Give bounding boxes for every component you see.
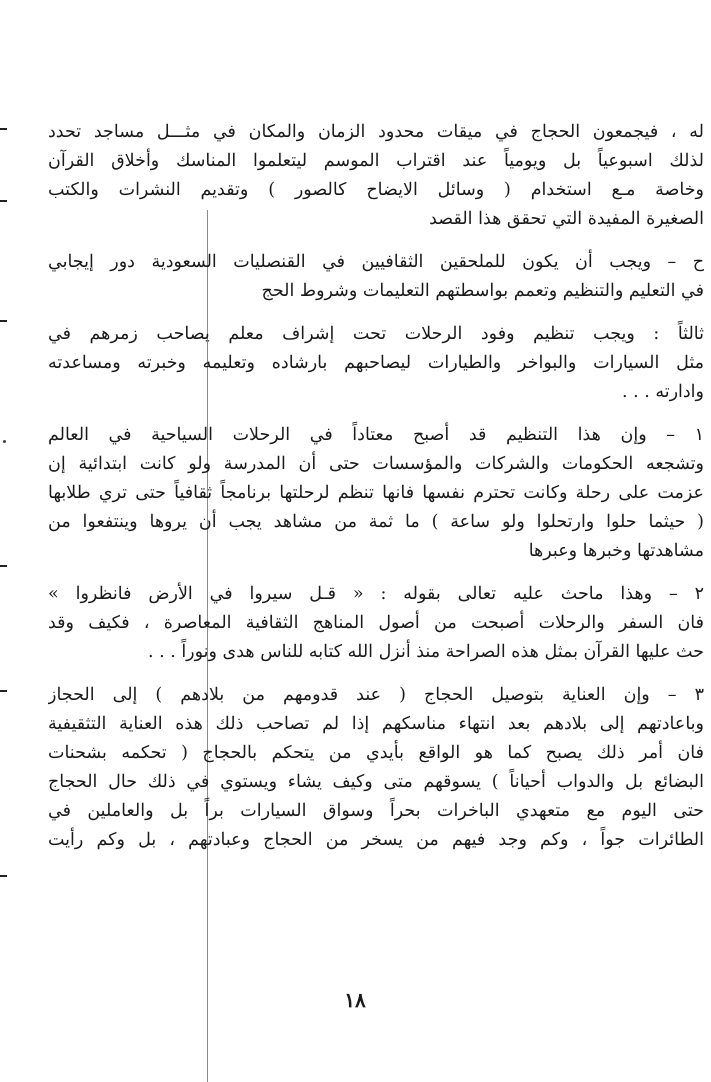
text-line: حتى اليوم مع متعهدي الباخرات بحراً وسواق السيارات براً بل والعاملين في [48,801,704,821]
paragraph [48,320,704,407]
text-line: لذلك اسبوعياً بل ويومياً عند اقتراب الموسم ليتعلموا المناسك وأخلاق القرآن [48,151,704,171]
text-line: حث عليها القرآن بمثل هذه الصراحة منذ أنزل الله كتابه للناس هدى ونوراً . . . [147,642,704,662]
text-line: وباعادتهم إلى بلادهم بعد انتهاء مناسكهم إذا لم تصاحب ذلك هذه العناية التثقيفية [48,714,704,734]
text-line: ح – ويجب أن يكون للملحقين الثقافيين في القنصليات السعودية دور إيجابي [48,252,704,272]
paragraph [48,681,704,855]
body-text [48,118,704,869]
text-line: وادارته . . . [621,382,704,402]
text-line: ( حيثما حلوا وارتحلوا ولو ساعة ) ما ثمة من مشاهد يجب أن يروها وينتفعوا من [48,512,704,532]
text-line: فان السفر والرحلات أصبحت من أصول المناهج الثقافية المعاصرة ، فكيف وقد [48,613,704,633]
text-line: وخاصة مـع استخدام ( وسائل الايضاح كالصور ) وتقديم النشرات والكتب [48,180,704,200]
text-line: ٣ – وإن العناية بتوصيل الحجاج ( عند قدومهم من بلادهم ) إلى الحجاز [48,685,704,705]
margin-mark [0,200,7,202]
paragraph [48,118,704,234]
margin-mark [0,690,7,692]
text-line: مشاهدتها وخبرها وعبرها [528,541,704,561]
text-line: ١ – وإن هذا التنظيم قد أصبح معتاداً في الرحلات السياحية في العالم [48,425,704,445]
text-line: ثالثاً : ويجب تنظيم وفود الرحلات تحت إشراف معلم يصاحب زمرهم في [48,324,704,344]
text-line: ٢ – وهذا ماحث عليه تعالى بقوله : « قـل سيروا في الأرض فانظروا » [48,584,704,604]
text-line: في التعليم والتنظيم وتعمم بواسطتهم التعليمات وشروط الحج [261,281,704,301]
page-number: ١٨ [344,988,366,1012]
margin-mark [3,440,6,443]
text-line: الصغيرة المفيدة التي تحقق هذا القصد [429,209,704,229]
text-line: الطائرات جواً ، وكم وجد فيهم من يسخر من الحجاج وعبادتهم ، بل وكم رأيت [48,830,704,850]
margin-mark [0,320,7,322]
text-line: فان أمر ذلك يصبح كما هو الواقع بأيدي من يتحكم بالحجاج ( تحكمه بشحنات [48,743,704,763]
text-line: البضائع بل والدواب أحياناً ) يسوقهم متى وكيف يشاء ويستوي في ذلك حال الحجاج [48,772,704,792]
margin-mark [0,128,7,130]
paragraph [48,248,704,306]
text-line: مثل السيارات والبواخر والطيارات ليصاحبهم بارشاده وتعليمه وخبرته ومساعدته [48,353,704,373]
paragraph [48,421,704,566]
text-line: عزمت على رحلة وكانت تحترم نفسها فانها تنظم لرحلتها برنامجاً ثقافياً حتى تري طلابها [48,483,704,503]
text-line: له ، فيجمعون الحجاج في ميقات محدود الزمان والمكان في مثـــل مساجد تحدد [48,122,704,142]
margin-mark [0,565,7,567]
margin-mark [0,875,7,877]
text-line: وتشجعه الحكومات والشركات والمؤسسات حتى أن المدرسة ولو كانت ابتدائية إن [48,454,704,474]
paragraph [48,580,704,667]
